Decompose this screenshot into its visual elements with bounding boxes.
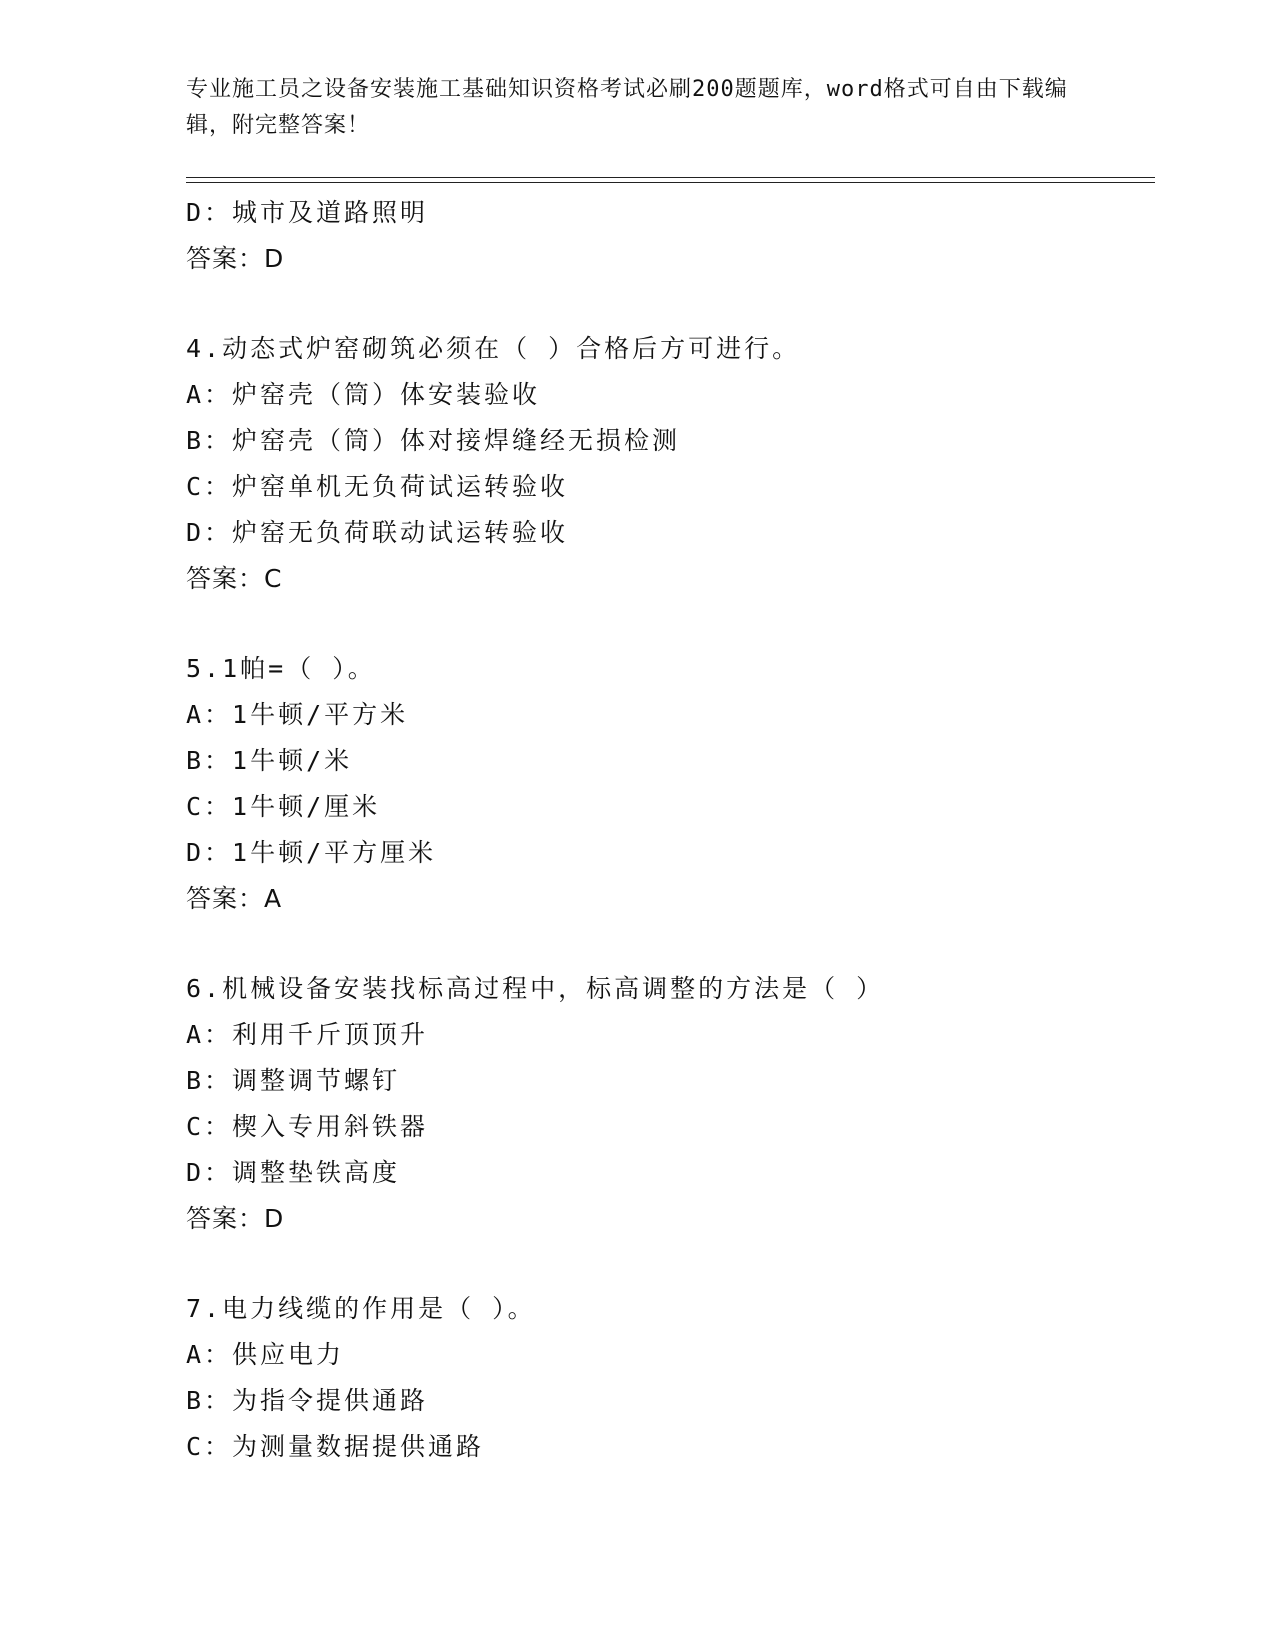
answer-line: 答案：D <box>186 244 285 273</box>
option-a: A：供应电力 <box>186 1340 345 1369</box>
option-b: B：1牛顿/米 <box>186 746 353 775</box>
option-a: A：1牛顿/平方米 <box>186 700 409 729</box>
question-stem: 7.电力线缆的作用是（ ）。 <box>186 1294 536 1323</box>
option-c: C：1牛顿/厘米 <box>186 792 381 821</box>
option-c: C：为测量数据提供通路 <box>186 1432 485 1461</box>
option-d: D：城市及道路照明 <box>186 198 429 227</box>
spacer <box>186 282 1155 326</box>
option-d: D：调整垫铁高度 <box>186 1158 401 1187</box>
question-stem: 4.动态式炉窑砌筑必须在（ ）合格后方可进行。 <box>186 334 801 363</box>
answer-line: 答案：A <box>186 884 283 913</box>
option-c: C：炉窑单机无负荷试运转验收 <box>186 472 569 501</box>
question-item <box>186 966 1155 1242</box>
question-stem: 6.机械设备安装找标高过程中，标高调整的方法是（ ） <box>186 974 885 1003</box>
question-item <box>186 1286 1155 1470</box>
spacer <box>186 602 1155 646</box>
question-list <box>186 190 1155 1470</box>
option-d: D：炉窑无负荷联动试运转验收 <box>186 518 569 547</box>
document-header-title: 专业施工员之设备安装施工基础知识资格考试必刷200题题库，word格式可自由下载编辑，附完整答案！ <box>186 77 1068 138</box>
spacer <box>186 1242 1155 1286</box>
option-d: D：1牛顿/平方厘米 <box>186 838 437 867</box>
header-divider-top <box>186 177 1155 178</box>
answer-line: 答案：D <box>186 1204 285 1233</box>
spacer <box>186 922 1155 966</box>
question-stem: 5.1帕=（ ）。 <box>186 654 376 683</box>
question-item <box>186 646 1155 922</box>
question-item <box>186 326 1155 602</box>
option-b: B：炉窑壳（筒）体对接焊缝经无损检测 <box>186 426 681 455</box>
header-divider-bottom <box>186 182 1155 183</box>
option-a: A：炉窑壳（筒）体安装验收 <box>186 380 541 409</box>
option-b: B：为指令提供通路 <box>186 1386 429 1415</box>
answer-line: 答案：C <box>186 564 283 593</box>
option-b: B：调整调节螺钉 <box>186 1066 401 1095</box>
option-a: A：利用千斤顶顶升 <box>186 1020 429 1049</box>
option-c: C：楔入专用斜铁器 <box>186 1112 429 1141</box>
